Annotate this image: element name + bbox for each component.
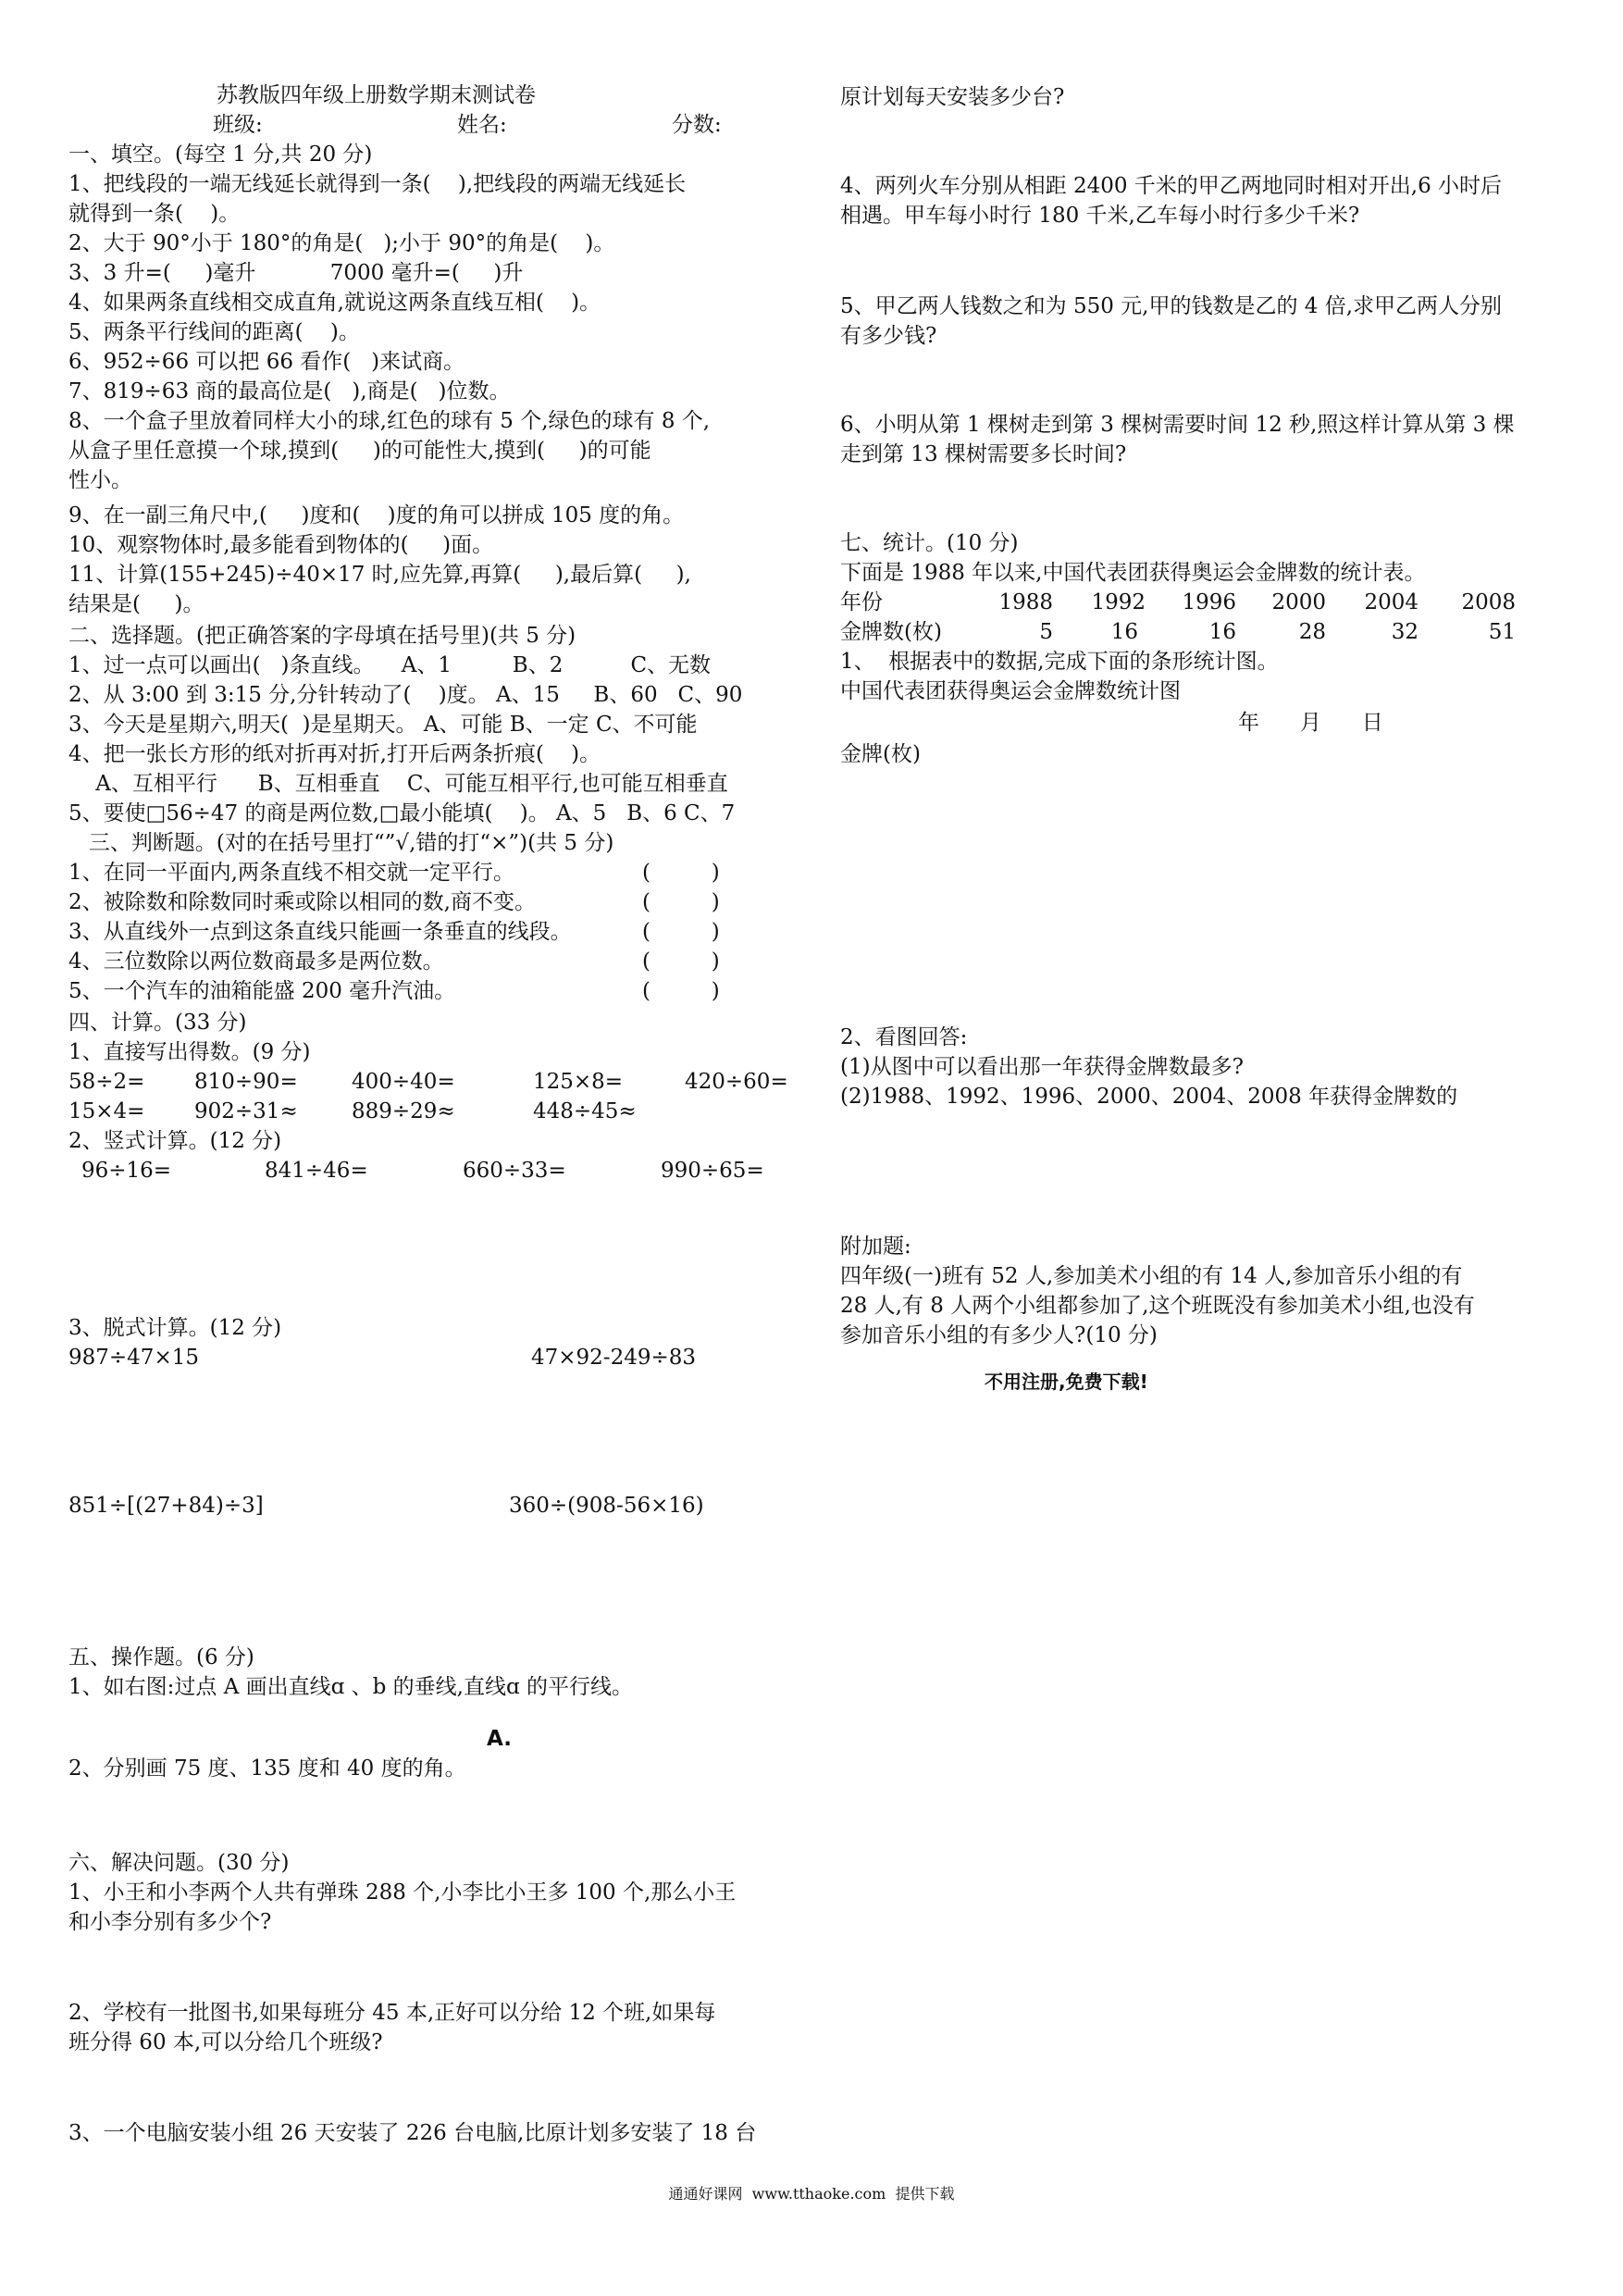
s3-answer-blank-1: ( ) [642,861,720,885]
vertical-calc: 841÷46= [265,1159,368,1183]
s3-question-5: 5、一个汽车的油箱能盛 200 毫升汽油。 [68,979,456,1003]
s1-question-11b: 结果是( )。 [68,592,204,616]
score-label: 分数: [672,113,722,137]
s6-question-4b: 相遇。甲车每小时行 180 千米,乙车每小时行多少千米? [840,204,1360,228]
table-year-cell: 2008 [1461,590,1516,614]
table-value-cell: 16 [1208,620,1236,644]
section-1-title: 一、填空。(每空 1 分,共 20 分) [68,143,373,167]
s1-question-8b: 从盒子里任意摸一个球,摸到( )的可能性大,摸到( )的可能 [68,439,651,463]
section-7-title: 七、统计。(10 分) [840,531,1019,555]
vertical-calc: 96÷16= [81,1159,172,1183]
table-year-label: 年份 [840,590,883,614]
s3-question-3: 3、从直线外一点到这条直线只能画一条垂直的线段。 [68,920,572,944]
s3-answer-blank-5: ( ) [642,979,720,1003]
bonus-text-a: 四年级(一)班有 52 人,参加美术小组的有 14 人,参加音乐小组的有 [840,1264,1463,1288]
s3-answer-blank-2: ( ) [642,890,720,914]
free-download-note: 不用注册,免费下载! [985,1371,1148,1393]
s3-answer-blank-4: ( ) [642,949,720,974]
s7-question-2-2: (2)1988、1992、1996、2000、2004、2008 年获得金牌数的 [840,1085,1458,1109]
table-year-cell: 1996 [1182,590,1236,614]
s6-question-2a: 2、学校有一批图书,如果每班分 45 本,正好可以分给 12 个班,如果每 [68,2001,716,2025]
s1-question-11a: 11、计算(155+245)÷40×17 时,应先算,再算( ),最后算( ), [68,563,691,587]
s3-question-2: 2、被除数和除数同时乘或除以相同的数,商不变。 [68,890,536,914]
step-calc: 47×92-249÷83 [531,1346,697,1370]
s2-question-2: 2、从 3:00 到 3:15 分,分针转动了( )度。 A、15 B、60 C、90 [68,683,743,707]
s1-question-4: 4、如果两条直线相交成直角,就说这两条直线互相( )。 [68,291,601,315]
bonus-title: 附加题: [840,1235,911,1259]
s4-subtitle-2: 2、竖式计算。(12 分) [68,1129,282,1153]
s1-question-2: 2、大于 90°小于 180°的角是( );小于 90°的角是( )。 [68,231,615,255]
step-calc: 987÷47×15 [68,1346,199,1370]
s7-question-1: 1、 根据表中的数据,完成下面的条形统计图。 [840,650,1279,674]
s1-question-7: 7、819÷63 商的最高位是( ),商是( )位数。 [68,379,511,403]
date-line: 年 月 日 [1238,711,1383,735]
table-year-cell: 2004 [1364,590,1419,614]
s3-question-1: 1、在同一平面内,两条直线不相交就一定平行。 [68,861,514,885]
s6-question-5b: 有多少钱? [840,324,937,348]
s2-question-1: 1、过一点可以画出( )条直线。 A、1 B、2 C、无数 [68,653,712,677]
oral-calc: 810÷90= [194,1070,298,1094]
s6-question-2b: 班分得 60 本,可以分给几个班级? [68,2030,383,2054]
section-2-title: 二、选择题。(把正确答案的字母填在括号里)(共 5 分) [68,624,576,648]
section-4-title: 四、计算。(33 分) [68,1011,247,1035]
s3-question-4: 4、三位数除以两位数商最多是两位数。 [68,949,444,974]
oral-calc: 400÷40= [352,1070,455,1094]
table-year-cell: 1992 [1091,590,1146,614]
s4-subtitle-1: 1、直接写出得数。(9 分) [68,1040,311,1064]
s5-question-2: 2、分别画 75 度、135 度和 40 度的角。 [68,1756,466,1781]
table-value-cell: 5 [1039,620,1053,644]
table-value-cell: 51 [1488,620,1516,644]
step-calc: 851÷[(27+84)÷3] [68,1494,264,1518]
s1-question-1b: 就得到一条( )。 [68,202,241,226]
vertical-calc: 660÷33= [463,1159,566,1183]
table-value-cell: 28 [1298,620,1326,644]
medal-stats-table [840,589,1571,648]
oral-calc: 448÷45≈ [533,1099,637,1123]
oral-calc: 15×4= [68,1099,145,1123]
s1-question-1a: 1、把线段的一端无线延长就得到一条( ),把线段的两端无线延长 [68,172,687,196]
s6-question-5a: 5、甲乙两人钱数之和为 550 元,甲的钱数是乙的 4 倍,求甲乙两人分别 [840,294,1503,318]
s5-question-1: 1、如右图:过点 A 画出直线ɑ 、b 的垂线,直线ɑ 的平行线。 [68,1675,634,1699]
s7-question-2-1: (1)从图中可以看出那一年获得金牌数最多? [840,1055,1244,1079]
oral-calc: 58÷2= [68,1070,145,1094]
table-year-cell: 1988 [998,590,1053,614]
table-value-cell: 16 [1110,620,1138,644]
s2-question-4: 4、把一张长方形的纸对折再对折,打开后两条折痕( )。 [68,742,601,766]
stats-table-intro: 下面是 1988 年以来,中国代表团获得奥运会金牌数的统计表。 [840,561,1426,585]
s7-question-2: 2、看图回答: [840,1025,968,1049]
s3-answer-blank-3: ( ) [642,920,720,944]
s1-question-5: 5、两条平行线间的距离( )。 [68,320,360,344]
section-5-title: 五、操作题。(6 分) [68,1645,254,1669]
bonus-text-c: 参加音乐小组的有多少人?(10 分) [840,1323,1158,1347]
step-calc: 360÷(908-56×16) [509,1494,704,1518]
s1-question-3: 3、3 升=( )毫升 7000 毫升=( )升 [68,261,524,285]
s1-question-8c: 性小。 [68,468,132,492]
s1-question-10: 10、观察物体时,最多能看到物体的( )面。 [68,533,494,557]
s1-question-9: 9、在一副三角尺中,( )度和( )度的角可以拼成 105 度的角。 [68,503,685,527]
oral-calc: 889÷29≈ [352,1099,455,1123]
s6-question-3a: 3、一个电脑安装小组 26 天安装了 226 台电脑,比原计划多安装了 18 台 [68,2121,757,2145]
s1-question-8a: 8、一个盒子里放着同样大小的球,红色的球有 5 个,绿色的球有 8 个, [68,409,711,433]
s4-subtitle-3: 3、脱式计算。(12 分) [68,1316,282,1340]
page-title: 苏教版四年级上册数学期末测试卷 [217,83,536,107]
s6-question-3b: 原计划每天安装多少台? [840,85,1065,109]
s6-question-6b: 走到第 13 棵树需要多长时间? [840,442,1127,466]
chart-title: 中国代表团获得奥运会金牌数统计图 [840,679,1181,703]
vertical-calc: 990÷65= [661,1159,764,1183]
s1-question-6: 6、952÷66 可以把 66 看作( )来试商。 [68,350,465,374]
s6-question-1b: 和小李分别有多少个? [68,1910,272,1934]
oral-calc: 420÷60= [685,1070,788,1094]
section-3-title: 三、判断题。(对的在括号里打“”√,错的打“×”)(共 5 分) [68,831,614,855]
point-a-label: A. [487,1727,512,1751]
oral-calc: 902÷31≈ [194,1099,298,1123]
oral-calc: 125×8= [533,1070,624,1094]
s2-question-5: 5、要使□56÷47 的商是两位数,□最小能填( )。 A、5 B、6 C、7 [68,801,736,825]
s2-question-4-options: A、互相平行 B、互相垂直 C、可能互相平行,也可能互相垂直 [68,772,728,796]
class-label: 班级: [213,113,263,137]
page-footer[interactable]: 通通好课网 www.tthaoke.com 提供下载 [668,2185,955,2203]
s6-question-1a: 1、小王和小李两个人共有弹珠 288 个,小李比小王多 100 个,那么小王 [68,1880,737,1905]
table-value-cell: 32 [1391,620,1419,644]
s2-question-3: 3、今天是星期六,明天( )是星期天。 A、可能 B、一定 C、不可能 [68,713,698,737]
name-label: 姓名: [457,113,507,137]
s6-question-6a: 6、小明从第 1 棵树走到第 3 棵树需要时间 12 秒,照这样计算从第 3 棵 [840,413,1515,437]
chart-y-axis-label: 金牌(枚) [840,742,921,766]
bonus-text-b: 28 人,有 8 人两个小组都参加了,这个班既没有参加美术小组,也没有 [840,1294,1475,1318]
table-year-cell: 2000 [1271,590,1326,614]
section-6-title: 六、解决问题。(30 分) [68,1851,290,1875]
s6-question-4a: 4、两列火车分别从相距 2400 千米的甲乙两地同时相对开出,6 小时后 [840,174,1503,198]
table-medal-label: 金牌数(枚) [840,620,942,644]
